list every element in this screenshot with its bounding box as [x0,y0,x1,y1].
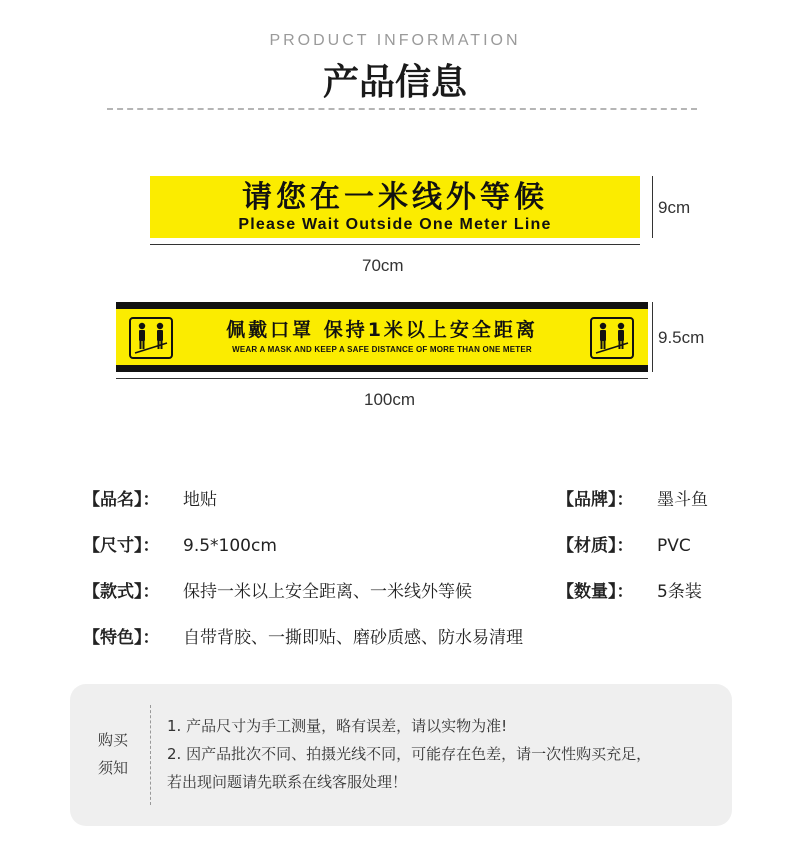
spec-value: 墨斗鱼 [657,490,708,510]
spec-label: 【尺寸】： [83,536,160,556]
sticker1-height-label: 9cm [658,198,691,217]
sticker2-en-text: WEAR A MASK AND KEEP A SAFE DISTANCE OF MORE THAN ONE METER [232,345,532,354]
spec-value: 保持一米以上安全距离、一米线外等候 [183,582,472,602]
spec-label: 【款式】： [83,582,160,602]
notice-divider [150,705,151,805]
sticker2-width-line [116,378,648,379]
notice-line: 2. 因产品批次不同、拍摄光线不同，可能存在色差，请一次性购买充足， [167,745,652,763]
sticker1-height-line [652,176,653,238]
sticker1-en-text: Please Wait Outside One Meter Line [238,216,552,233]
spec-row-feature [83,627,160,649]
two-people-distance-icon [129,317,173,359]
dashed-divider [107,108,697,110]
sticker2-height-label: 9.5cm [658,328,705,347]
spec-row-brand [557,489,634,511]
section-subtitle: PRODUCT INFORMATION [269,32,521,49]
section-title: 产品信息 [322,62,467,103]
spec-value: 自带背胶、一撕即贴、磨砂质感、防水易清理 [183,628,523,648]
spec-row-size [83,535,160,557]
sticker1-cn-text: 请您在一米线外等候 [242,180,548,215]
notice-line: 若出现问题请先联系在线客服处理！ [167,773,408,791]
spec-value: 地贴 [183,490,217,510]
sticker-wait-outside [150,176,640,238]
spec-value: PVC [657,536,691,556]
two-people-distance-icon [590,317,634,359]
spec-row-style [83,581,160,603]
notice-line: 1. 产品尺寸为手工测量，略有误差，请以实物为准! [167,717,508,735]
spec-label: 【品名】： [83,490,160,510]
spec-label: 【品牌】： [557,490,634,510]
sticker1-width-label: 70cm [362,256,404,275]
spec-label: 【材质】： [557,536,634,556]
sticker-mask-distance [116,302,648,372]
sticker2-height-line [652,302,653,372]
sticker2-cn-text: 佩戴口罩 保持1米以上安全距离 [226,319,538,341]
spec-row-quantity [557,581,634,603]
spec-value: 5条装 [657,582,702,602]
notice-label: 购买 须知 [97,731,128,777]
spec-row-name [83,489,160,511]
spec-value: 9.5*100cm [183,536,277,556]
purchase-notice [70,684,732,826]
spec-label: 【特色】： [83,628,160,648]
sticker2-width-label: 100cm [364,390,416,409]
spec-label: 【数量】： [557,582,634,602]
notice-text [167,712,727,796]
spec-row-material [557,535,634,557]
sticker1-width-line [150,244,640,245]
